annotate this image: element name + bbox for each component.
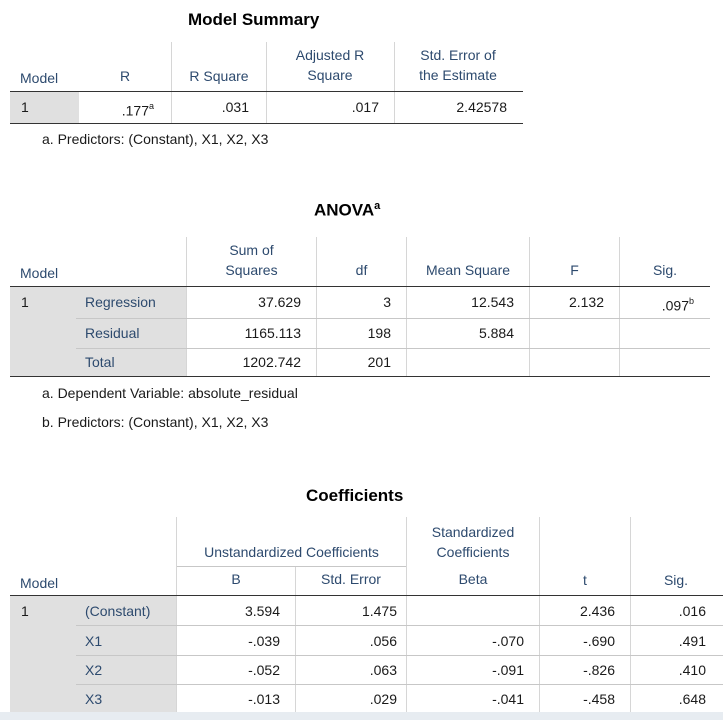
coef-constant-t: 2.436	[579, 603, 615, 619]
ms-adj-r-square-cell: .017	[351, 99, 379, 115]
coef-group-header-unstandardized: Unstandardized Coefficients	[204, 544, 379, 560]
coef-x1-sig: .491	[678, 633, 706, 649]
anova-title: ANOVA$^a$	[314, 200, 381, 220]
coefficients-title: Coefficients	[306, 486, 404, 505]
anova-total-df: 201	[367, 354, 391, 370]
coef-x1-beta: -.070	[492, 633, 524, 649]
anova-header-f: F	[570, 262, 579, 278]
anova-footnote-b: b. Predictors: (Constant), X1, X2, X3	[42, 414, 269, 430]
anova-residual-sum-sq: 1165.113	[244, 325, 301, 341]
coef-row-x1-label: X1	[85, 633, 103, 649]
coef-x1-b: -.039	[248, 633, 280, 649]
coef-x3-t: -.458	[583, 691, 615, 707]
ms-r-footnote-marker: a	[148, 101, 154, 111]
ms-r-square-cell: .031	[221, 99, 249, 115]
coef-x2-std-error: .063	[369, 662, 397, 678]
coef-header-sig: Sig.	[663, 572, 689, 588]
ms-header-std-error: Std. Error of the Estimate	[419, 47, 497, 83]
coef-row-x2-label: X2	[85, 662, 103, 678]
anova-regression-mean-sq: 12.543	[471, 294, 514, 310]
anova-header-mean-square: Mean Square	[425, 262, 511, 278]
model-summary-title: Model Summary	[188, 10, 320, 29]
ms-footnote-a: a. Predictors: (Constant), X1, X2, X3	[42, 131, 269, 147]
coef-group-header-standardized: Standardized Coefficients	[431, 524, 515, 560]
coef-x2-b: -.052	[248, 662, 280, 678]
anova-row-residual-label: Residual	[85, 325, 140, 341]
anova-model-cell: 1	[21, 294, 29, 310]
viewer-bottom-edge	[0, 712, 723, 720]
coef-header-beta: Beta	[458, 571, 488, 587]
ms-header-r: R	[119, 68, 131, 84]
ms-model-cell: 1	[21, 99, 29, 115]
anova-residual-df: 198	[367, 325, 391, 341]
anova-sig-footnote-marker: b	[688, 296, 694, 306]
anova-regression-sig: .097$^b$	[661, 296, 694, 314]
coef-x3-beta: -.041	[492, 691, 524, 707]
coef-constant-std-error: 1.475	[361, 603, 397, 619]
anova-regression-sum-sq: 37.629	[258, 294, 301, 310]
anova-header-df: df	[355, 262, 368, 278]
coef-x3-std-error: .029	[369, 691, 397, 707]
ms-header-r-square: R Square	[189, 68, 249, 84]
anova-row-regression-label: Regression	[85, 294, 156, 310]
coef-row-constant-label: (Constant)	[85, 603, 151, 619]
anova-regression-df: 3	[383, 294, 391, 310]
coef-header-b: B	[231, 571, 241, 587]
ms-r-cell	[80, 92, 154, 126]
anova-header-sig: Sig.	[652, 262, 678, 278]
anova-residual-mean-sq: 5.884	[478, 325, 514, 341]
coef-constant-b: 3.594	[244, 603, 280, 619]
coef-row-x3-label: X3	[85, 691, 103, 707]
coef-x3-b: -.013	[248, 691, 280, 707]
anova-header-sum-of-squares: Sum of Squares	[225, 242, 278, 278]
coef-x1-t: -.690	[583, 633, 615, 649]
coef-header-std-error: Std. Error	[321, 571, 381, 587]
ms-header-model: Model	[20, 70, 59, 86]
ms-r-value: .177	[121, 102, 149, 119]
coef-model-cell: 1	[21, 603, 29, 619]
anova-regression-f: 2.132	[568, 294, 604, 310]
coef-header-t: t	[583, 572, 587, 588]
coef-x1-std-error: .056	[369, 633, 397, 649]
coef-x2-t: -.826	[583, 662, 615, 678]
coef-x2-sig: .410	[678, 662, 706, 678]
ms-header-adjusted-r-square: Adjusted R Square	[295, 47, 365, 83]
anova-title-footnote-marker: a	[374, 200, 381, 212]
coef-x3-sig: .648	[678, 691, 706, 707]
anova-total-sum-sq: 1202.742	[242, 354, 301, 370]
coef-constant-sig: .016	[678, 603, 706, 619]
ms-std-error-cell: 2.42578	[456, 99, 507, 115]
coef-x2-beta: -.091	[492, 662, 524, 678]
anova-row-total-label: Total	[85, 354, 115, 370]
coef-header-model: Model	[20, 575, 59, 591]
anova-header-model: Model	[20, 265, 59, 281]
anova-footnote-a: a. Dependent Variable: absolute_residual	[42, 385, 298, 401]
